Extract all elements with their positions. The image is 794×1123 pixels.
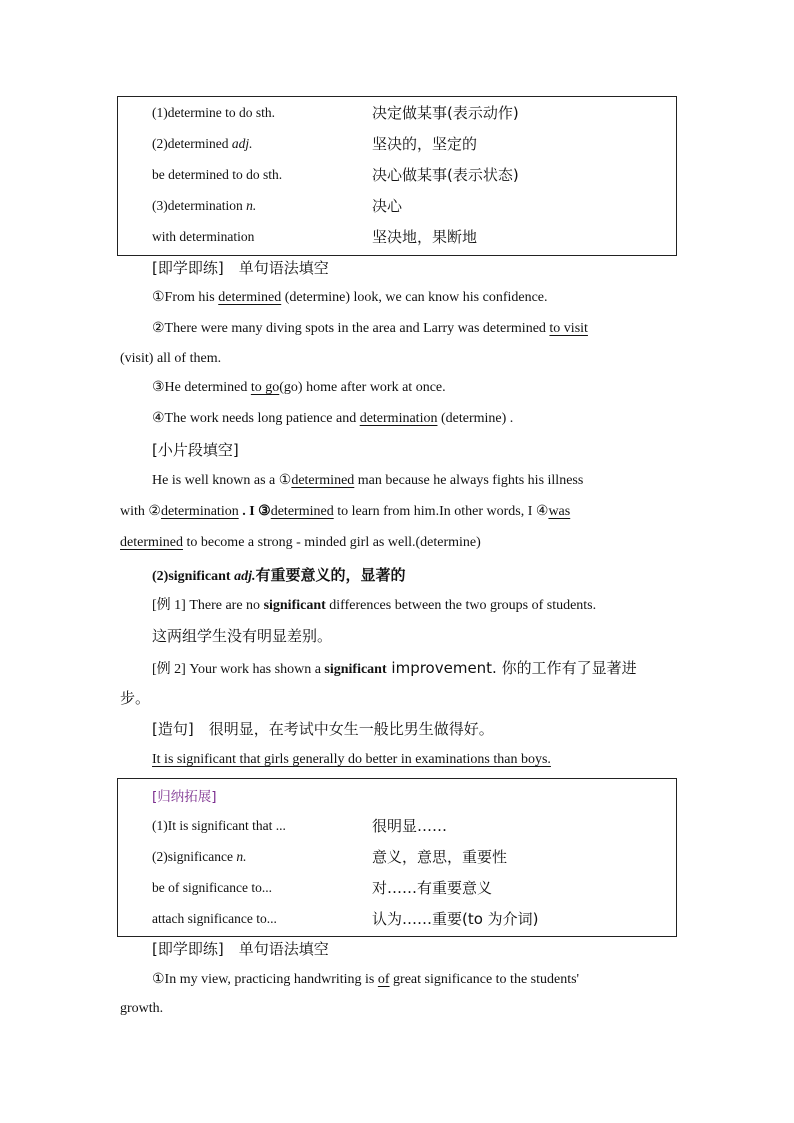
table-cn: 很明显…… bbox=[372, 817, 448, 835]
answer-blank: of bbox=[377, 972, 390, 987]
table-cn: 对……有重要意义 bbox=[372, 879, 493, 897]
answer-blank: to visit bbox=[549, 321, 588, 336]
table-row bbox=[118, 810, 676, 841]
paragraph-text: . I ③ bbox=[238, 504, 271, 519]
table-en-word: (3)determination bbox=[152, 197, 247, 213]
table-en-word: (2)significance bbox=[152, 848, 237, 864]
practice-header: [即学即练] 单句语法填空 bbox=[152, 940, 329, 958]
table-en-word: (2)determined bbox=[152, 135, 232, 151]
question-text: (go) home after work at once. bbox=[279, 380, 446, 395]
table-en: attach significance to... bbox=[152, 910, 277, 926]
table-en: (1)determine to do sth. bbox=[152, 104, 275, 120]
paragraph-text: to become a strong - minded girl as well.(determine) bbox=[182, 535, 481, 550]
pos-label: adj. bbox=[234, 569, 256, 584]
example-text: improvement. 你的工作有了显著进 bbox=[386, 659, 637, 677]
table-cn: 坚决地，果断地 bbox=[372, 228, 478, 246]
answer-blank: to go bbox=[250, 380, 280, 395]
question-text: ④The work needs long patience and bbox=[152, 411, 360, 426]
table-title: [归纳拓展] bbox=[152, 788, 217, 805]
table-title-row bbox=[118, 779, 676, 810]
question-text: ③He determined bbox=[152, 380, 251, 395]
sentence-making-prompt: [造句] 很明显，在考试中女生一般比男生做得好。 bbox=[152, 720, 494, 738]
table-en bbox=[152, 198, 256, 214]
table-row bbox=[118, 128, 676, 159]
question-text: ①In my view, practicing handwriting is bbox=[152, 972, 378, 987]
paragraph-text: He is well known as a ① bbox=[152, 473, 292, 488]
question-continuation: (visit) all of them. bbox=[120, 351, 222, 366]
table-en bbox=[152, 136, 252, 152]
question-text: great significance to the students' bbox=[389, 972, 580, 987]
word-meaning: 有重要意义的，显著的 bbox=[255, 566, 406, 584]
answer-blank: It is significant that girls generally do better in examinations than boys. bbox=[152, 752, 551, 767]
table-en: be determined to do sth. bbox=[152, 166, 283, 182]
table-row bbox=[118, 903, 676, 934]
example-text: [例 1] There are no bbox=[152, 598, 264, 613]
table-en: with determination bbox=[152, 228, 255, 244]
question-text: ①From his bbox=[152, 290, 219, 305]
table-row bbox=[118, 97, 676, 128]
question-text: (determine) . bbox=[437, 411, 514, 426]
answer-blank: determination bbox=[359, 411, 438, 426]
table-row bbox=[118, 841, 676, 872]
answer-blank: determined bbox=[218, 290, 282, 305]
practice-question bbox=[152, 409, 675, 429]
example-sentence bbox=[152, 658, 675, 680]
table-row bbox=[118, 159, 676, 190]
paragraph-text: man because he always fights his illness bbox=[354, 473, 584, 488]
question-continuation: growth. bbox=[120, 1001, 164, 1016]
paragraph-text: with ② bbox=[120, 504, 161, 519]
practice-question bbox=[152, 319, 675, 339]
paragraph-text: to learn from him.In other words, I ④ bbox=[333, 504, 549, 519]
practice-question bbox=[152, 378, 675, 398]
pos-label: adj. bbox=[231, 135, 253, 151]
table-cn: 决定做某事(表示动作) bbox=[372, 104, 519, 122]
table-en: (1)It is significant that ... bbox=[152, 817, 286, 833]
example-translation: 步。 bbox=[120, 689, 151, 707]
paragraph-line bbox=[120, 502, 675, 522]
example-sentence bbox=[152, 596, 675, 616]
practice-header: [即学即练] 单句语法填空 bbox=[152, 259, 329, 277]
table-cn: 意义，意思，重要性 bbox=[372, 848, 508, 866]
question-text: ②There were many diving spots in the area and Larry was determined bbox=[152, 321, 550, 336]
keyword: significant bbox=[324, 662, 387, 677]
table-en: be of significance to... bbox=[152, 879, 272, 895]
table-cn: 坚决的，坚定的 bbox=[372, 135, 478, 153]
paragraph-line bbox=[120, 533, 675, 553]
paragraph-line bbox=[152, 471, 675, 491]
example-text: differences between the two groups of students. bbox=[325, 598, 597, 613]
table-cn: 决心做某事(表示状态) bbox=[372, 166, 519, 184]
pos-label: n. bbox=[236, 848, 247, 864]
paragraph-header: [小片段填空] bbox=[152, 441, 239, 459]
determine-expansion-table bbox=[117, 96, 677, 256]
answer-blank: determined bbox=[291, 473, 355, 488]
answer-blank: determination bbox=[160, 504, 239, 519]
practice-question bbox=[152, 288, 675, 308]
answer-blank: determined bbox=[270, 504, 334, 519]
example-text: [例 2] Your work has shown a bbox=[152, 662, 325, 677]
table-row bbox=[118, 190, 676, 221]
answer-blank: was bbox=[548, 504, 571, 519]
table-row bbox=[118, 872, 676, 903]
pos-label: n. bbox=[246, 197, 257, 213]
table-en bbox=[152, 849, 246, 865]
question-text: (determine) look, we can know his confidence. bbox=[281, 290, 548, 305]
word-heading-text: (2)significant bbox=[152, 569, 235, 584]
significant-expansion-table bbox=[117, 778, 677, 937]
word-heading bbox=[152, 565, 675, 587]
table-cn: 决心 bbox=[372, 197, 403, 215]
practice-question bbox=[152, 970, 675, 990]
table-row bbox=[118, 221, 676, 252]
keyword: significant bbox=[263, 598, 326, 613]
answer-blank: determined bbox=[120, 535, 183, 550]
table-cn: 认为……重要(to 为介词) bbox=[372, 910, 539, 928]
example-translation: 这两组学生没有明显差别。 bbox=[152, 627, 333, 645]
sentence-making-answer bbox=[152, 750, 675, 770]
